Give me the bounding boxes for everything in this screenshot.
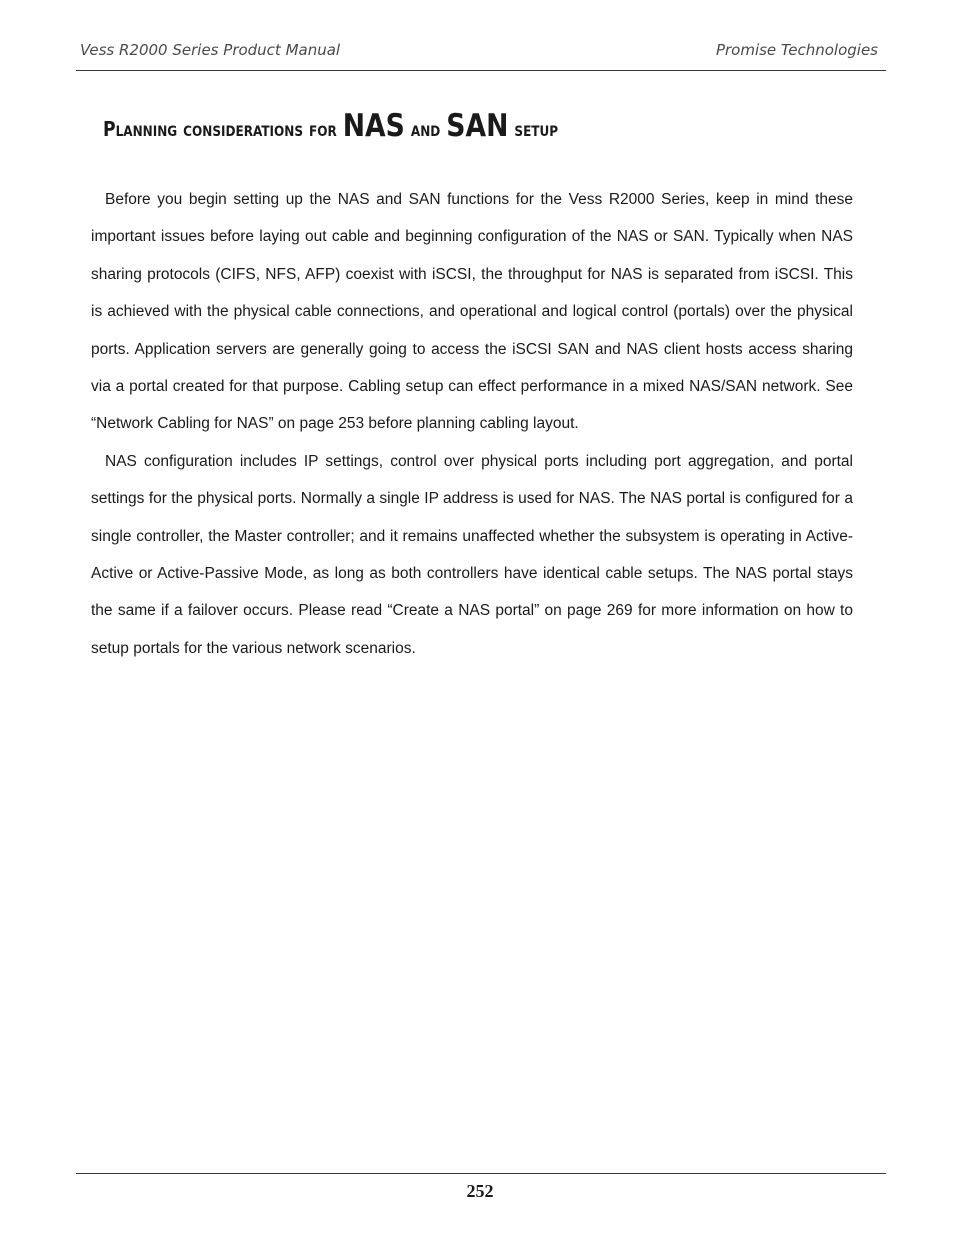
header-manual-title: Vess R2000 Series Product Manual xyxy=(80,41,341,59)
page-footer-rule xyxy=(76,1173,886,1174)
section-title-part-3: and xyxy=(404,117,447,141)
page-header xyxy=(76,40,886,71)
body-paragraph-2: NAS configuration includes IP settings, control over physical ports including port aggregation, and portal settings for the physical ports. Normally a single IP address is used for NAS. The NAS portal is configured for a single controller, the Master controller; and it remains unaffected whether the subsystem is operating in Active-Active or Active-Passive Mode, as long as both controllers have identical cable setups. The NAS portal stays the same if a failover occurs. Please read “Create a NAS portal” on page 269 for more information on how to setup portals for the various network scenarios. xyxy=(91,452,853,657)
section-title-part-4: SAN xyxy=(446,108,509,144)
section-title-part-2: NAS xyxy=(342,108,405,144)
section-body xyxy=(91,181,853,667)
section-title-part-5: setup xyxy=(508,117,559,141)
header-company-name: Promise Technologies xyxy=(715,41,878,59)
section-title-part-1: Planning considerations for xyxy=(103,117,343,141)
section-title xyxy=(103,108,558,144)
page-number: 252 xyxy=(466,1181,494,1201)
body-paragraph-1: Before you begin setting up the NAS and SAN functions for the Vess R2000 Series, keep in mind these important issues before laying out cable and beginning configuration of the NAS or SAN. Typically when NAS sharing protocols (CIFS, NFS, AFP) coexist with iSCSI, the throughput for NAS is separated from iSCSI. This is achieved with the physical cable connections, and operational and logical control (portals) over the physical ports. Application servers are generally going to access the iSCSI SAN and NAS client hosts access sharing via a portal created for that purpose. Cabling setup can effect performance in a mixed NAS/SAN network. See “Network Cabling for NAS” on page 253 before planning cabling layout. xyxy=(91,191,853,433)
